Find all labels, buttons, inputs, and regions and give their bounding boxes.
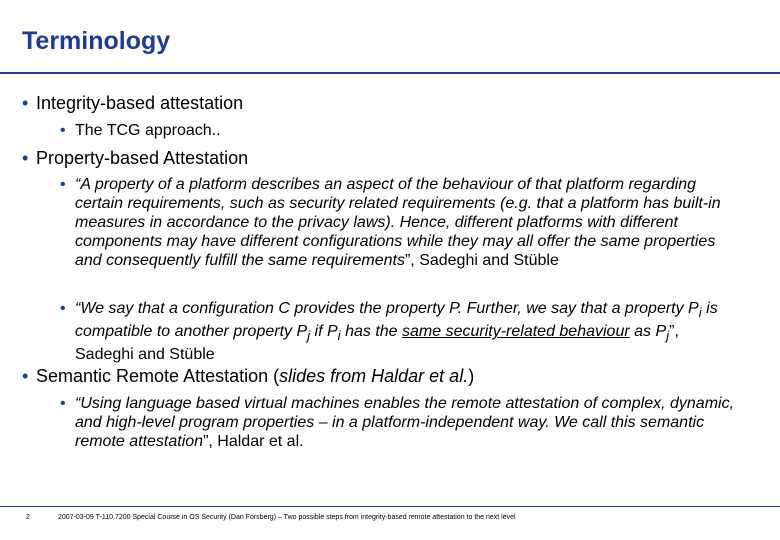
sub-bullet-marker: • (60, 176, 66, 193)
bullet-text: Property-based Attestation (36, 148, 249, 168)
bullet-marker: • (22, 148, 29, 168)
bullet-italic: slides from Haldar et al. (279, 366, 469, 386)
sub-bullet-marker: • (60, 300, 66, 317)
sub-bullet-marker: • (60, 395, 66, 412)
title-divider (0, 72, 780, 74)
footer-text: 2007-03-09 T-110.7200 Special Course in OS Security (Dan Forsberg) – Two possible steps from integrity-based remote attestation to the next level (58, 514, 516, 521)
bullet-semantic-attestation: • Semantic Remote Attestation (slides from Haldar et al.) (22, 366, 475, 386)
bullet-integrity-attestation (22, 93, 243, 113)
quote-text: “Using language based virtual machines enables the remote attestation of complex, dynamic, and high-level program properties – in a platform-independent way. We call this semantic remote attestation”, Haldar et al. (75, 395, 735, 450)
sub-bullet-marker: • (60, 122, 66, 139)
bullet-text: Semantic Remote Attestation ( (36, 366, 280, 386)
quote-text: “We say that a configuration C provides the property P. Further, we say that a property $P_i$ is compatible to another property $P_j$ if $P_i$ has the same security-related behaviour as $P_j$”, Sadeghi and Stüble (75, 300, 718, 364)
sub-bullet-text: The TCG approach.. (75, 122, 221, 139)
bullet-marker: • (22, 366, 29, 386)
bullet-text: Integrity-based attestation (36, 93, 244, 113)
page-number: 2 (26, 514, 30, 521)
footer-divider (0, 506, 780, 507)
quote-attribution: ”, Haldar et al. (203, 433, 304, 450)
slide-title: Terminology (22, 27, 171, 55)
bullet-marker: • (22, 93, 29, 113)
sub-bullet-tcg (60, 121, 740, 140)
quote-italic: “A property of a platform describes an aspect of the behaviour of that platform regarding certain requirements, such as security related requirements (e.g. that a platform has built-in measures in accordance to the privacy laws). Hence, different platforms with different components may have different configurations while they may all offer the same properties and consequently fulfill the same requirements (75, 176, 721, 269)
quote-attribution: ”, Sadeghi and Stüble (75, 323, 679, 364)
quote-text (75, 175, 740, 270)
quote-configuration-property (60, 299, 740, 364)
bullet-property-attestation (22, 148, 248, 168)
quote-semantic-attestation (60, 394, 750, 451)
quote-attribution: ”, Sadeghi and Stüble (404, 252, 559, 269)
underlined-phrase: same security-related behaviour (402, 323, 630, 341)
quote-property-definition (60, 175, 740, 270)
